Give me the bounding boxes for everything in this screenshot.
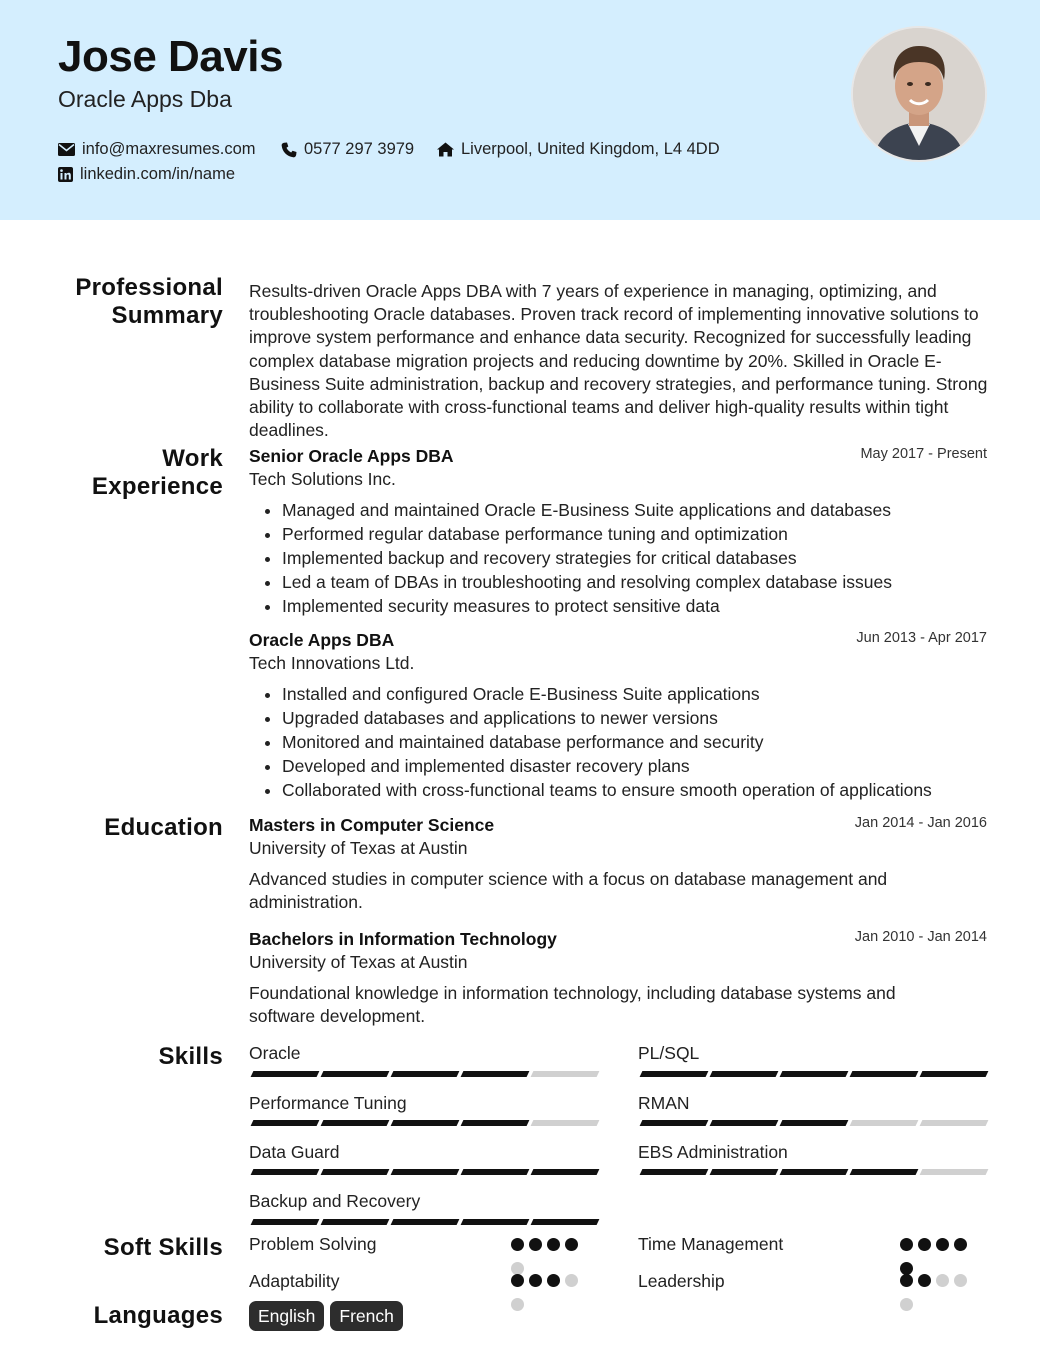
skill-name: Oracle [249, 1043, 301, 1063]
rating-dot-filled [900, 1274, 913, 1287]
skill-segment-filled [461, 1071, 530, 1077]
skill-name: Data Guard [249, 1142, 340, 1162]
rating-dot-filled [565, 1238, 578, 1251]
degree-dates: Jan 2010 - Jan 2014 [854, 929, 987, 945]
skill-rating-bar [252, 1169, 602, 1175]
skill-segment-filled [780, 1120, 849, 1126]
job-bullets [250, 498, 1002, 618]
skill-segment-filled [710, 1071, 779, 1077]
work-title-line-1: Work [162, 445, 223, 472]
job-bullet: • Led a team of DBAs in troubleshooting and resolving complex database issues [282, 570, 1002, 594]
soft-skill-name: Adaptability [249, 1271, 340, 1291]
degree-dates: Jan 2014 - Jan 2016 [854, 815, 987, 831]
soft-skill-rating-dots [900, 1274, 975, 1322]
skill-segment-filled [251, 1169, 320, 1175]
degree-description: Advanced studies in computer science with a focus on database management and administration. [249, 869, 888, 913]
home-icon [437, 142, 454, 157]
job-dates: May 2017 - Present [860, 446, 987, 462]
language-tag: English [249, 1301, 324, 1331]
skill-segment-filled [321, 1071, 390, 1077]
skill-name: EBS Administration [638, 1142, 788, 1162]
phone-icon [281, 142, 297, 158]
rating-dot-filled [511, 1238, 524, 1251]
work-title-line-2: Experience [91, 473, 223, 500]
skill-name: Performance Tuning [249, 1093, 407, 1113]
degree-school: University of Texas at Austin [249, 952, 468, 972]
soft-skill-name: Time Management [638, 1234, 784, 1254]
skill-segment-filled [321, 1169, 390, 1175]
candidate-title: Oracle Apps Dba [58, 86, 232, 112]
language-tags [249, 1301, 409, 1331]
resume-header [0, 0, 1040, 220]
skill-segment-filled [321, 1120, 390, 1126]
skill-segment-empty [850, 1120, 919, 1126]
skill-name: Backup and Recovery [249, 1191, 421, 1211]
linkedin-text: linkedin.com/in/name [80, 165, 235, 183]
skill-rating-bar [252, 1120, 602, 1126]
section-title-soft-skills: Soft Skills [103, 1234, 223, 1261]
skill-segment-filled [531, 1219, 600, 1225]
skill-name: RMAN [638, 1093, 690, 1113]
skill-segment-filled [640, 1120, 709, 1126]
job-bullet: • Monitored and maintained database performance and security [282, 730, 1002, 754]
language-tag: French [330, 1301, 402, 1331]
job-dates: Jun 2013 - Apr 2017 [856, 630, 987, 646]
skill-segment-filled [461, 1219, 530, 1225]
job-company: Tech Solutions Inc. [249, 469, 396, 489]
degree-title: Bachelors in Information Technology [249, 929, 557, 949]
location-text: Liverpool, United Kingdom, L4 4DD [461, 140, 720, 158]
profile-photo [851, 26, 987, 162]
section-title-summary [75, 274, 223, 330]
phone-text: 0577 297 3979 [304, 140, 415, 158]
job-bullets [250, 682, 1002, 802]
skill-rating-bar [641, 1120, 991, 1126]
job-bullet: • Implemented security measures to protect sensitive data [282, 594, 1002, 618]
linkedin-icon [58, 167, 73, 182]
contact-location [437, 140, 720, 159]
job-title: Senior Oracle Apps DBA [249, 446, 454, 466]
rating-dot-empty [511, 1298, 524, 1311]
rating-dot-filled [547, 1274, 560, 1287]
skill-segment-filled [710, 1169, 779, 1175]
job-bullet: • Developed and implemented disaster recovery plans [282, 754, 1002, 778]
job-bullet: • Upgraded databases and applications to newer versions [282, 706, 1002, 730]
skill-segment-filled [461, 1120, 530, 1126]
skill-segment-empty [531, 1120, 600, 1126]
skill-segment-filled [321, 1219, 390, 1225]
skill-segment-filled [850, 1169, 919, 1175]
skill-segment-filled [780, 1169, 849, 1175]
soft-skill-rating-dots [511, 1274, 586, 1322]
rating-dot-filled [954, 1238, 967, 1251]
section-title-languages: Languages [93, 1302, 223, 1329]
skill-segment-filled [531, 1169, 600, 1175]
rating-dot-filled [547, 1238, 560, 1251]
job-title: Oracle Apps DBA [249, 630, 395, 650]
skill-rating-bar [252, 1071, 602, 1077]
rating-dot-filled [918, 1274, 931, 1287]
degree-school: University of Texas at Austin [249, 838, 468, 858]
skill-name: PL/SQL [638, 1043, 700, 1063]
skill-segment-filled [391, 1071, 460, 1077]
soft-skill-name: Problem Solving [249, 1234, 377, 1254]
skill-rating-bar [641, 1071, 991, 1077]
skill-segment-filled [710, 1120, 779, 1126]
rating-dot-filled [918, 1238, 931, 1251]
degree-title: Masters in Computer Science [249, 815, 495, 835]
degree-description: Foundational knowledge in information technology, including database systems and software development. [249, 983, 896, 1027]
rating-dot-empty [565, 1274, 578, 1287]
rating-dot-filled [900, 1238, 913, 1251]
rating-dot-empty [954, 1274, 967, 1287]
contact-linkedin[interactable] [58, 165, 235, 184]
section-title-skills: Skills [158, 1043, 223, 1070]
rating-dot-filled [529, 1238, 542, 1251]
skill-rating-bar [641, 1169, 991, 1175]
skill-segment-filled [920, 1071, 989, 1077]
skill-segment-filled [640, 1071, 709, 1077]
section-title-education: Education [104, 814, 223, 841]
skill-segment-filled [251, 1219, 320, 1225]
rating-dot-filled [511, 1274, 524, 1287]
job-bullet: • Installed and configured Oracle E-Business Suite applications [282, 682, 1002, 706]
skill-segment-filled [850, 1071, 919, 1077]
summary-title-line-2: Summary [111, 302, 223, 329]
skill-segment-filled [391, 1120, 460, 1126]
job-bullet: • Managed and maintained Oracle E-Business Suite applications and databases [282, 498, 1002, 522]
rating-dot-empty [936, 1274, 949, 1287]
job-bullet: • Implemented backup and recovery strategies for critical databases [282, 546, 1002, 570]
summary-title-line-1: Professional [75, 274, 223, 301]
skill-segment-filled [640, 1169, 709, 1175]
section-title-work [92, 445, 223, 501]
skill-segment-empty [531, 1071, 600, 1077]
skill-segment-filled [780, 1071, 849, 1077]
soft-skill-name: Leadership [638, 1271, 725, 1291]
contact-phone[interactable] [281, 140, 414, 159]
contact-email[interactable] [58, 140, 256, 159]
skill-segment-filled [391, 1219, 460, 1225]
rating-dot-filled [936, 1238, 949, 1251]
skill-segment-empty [920, 1120, 989, 1126]
job-company: Tech Innovations Ltd. [249, 653, 415, 673]
candidate-name: Jose Davis [58, 32, 283, 81]
job-bullet: • Performed regular database performance tuning and optimization [282, 522, 1002, 546]
skill-segment-filled [391, 1169, 460, 1175]
skill-rating-bar [252, 1219, 602, 1225]
rating-dot-filled [529, 1274, 542, 1287]
skill-segment-filled [251, 1120, 320, 1126]
email-text: info@maxresumes.com [82, 140, 256, 158]
envelope-icon [58, 143, 75, 156]
skill-segment-filled [461, 1169, 530, 1175]
skill-segment-empty [920, 1169, 989, 1175]
skill-segment-filled [251, 1071, 320, 1077]
rating-dot-empty [900, 1298, 913, 1311]
job-bullet: • Collaborated with cross-functional teams to ensure smooth operation of applications [282, 778, 1002, 802]
summary-text: Results-driven Oracle Apps DBA with 7 years of experience in managing, optimizing, and troubleshooting Oracle databases. Proven track record of implementing innovative solutions to improve system performance and enhance data security. Recognized for successfully leading complex database migration projects and reducing downtime by 20%. Skilled in Oracle E-Business Suite administration, backup and recovery strategies, and performance tuning. Strong ability to collaborate with cross-functional teams and deliver high-quality results within tight deadlines. [249, 281, 988, 441]
